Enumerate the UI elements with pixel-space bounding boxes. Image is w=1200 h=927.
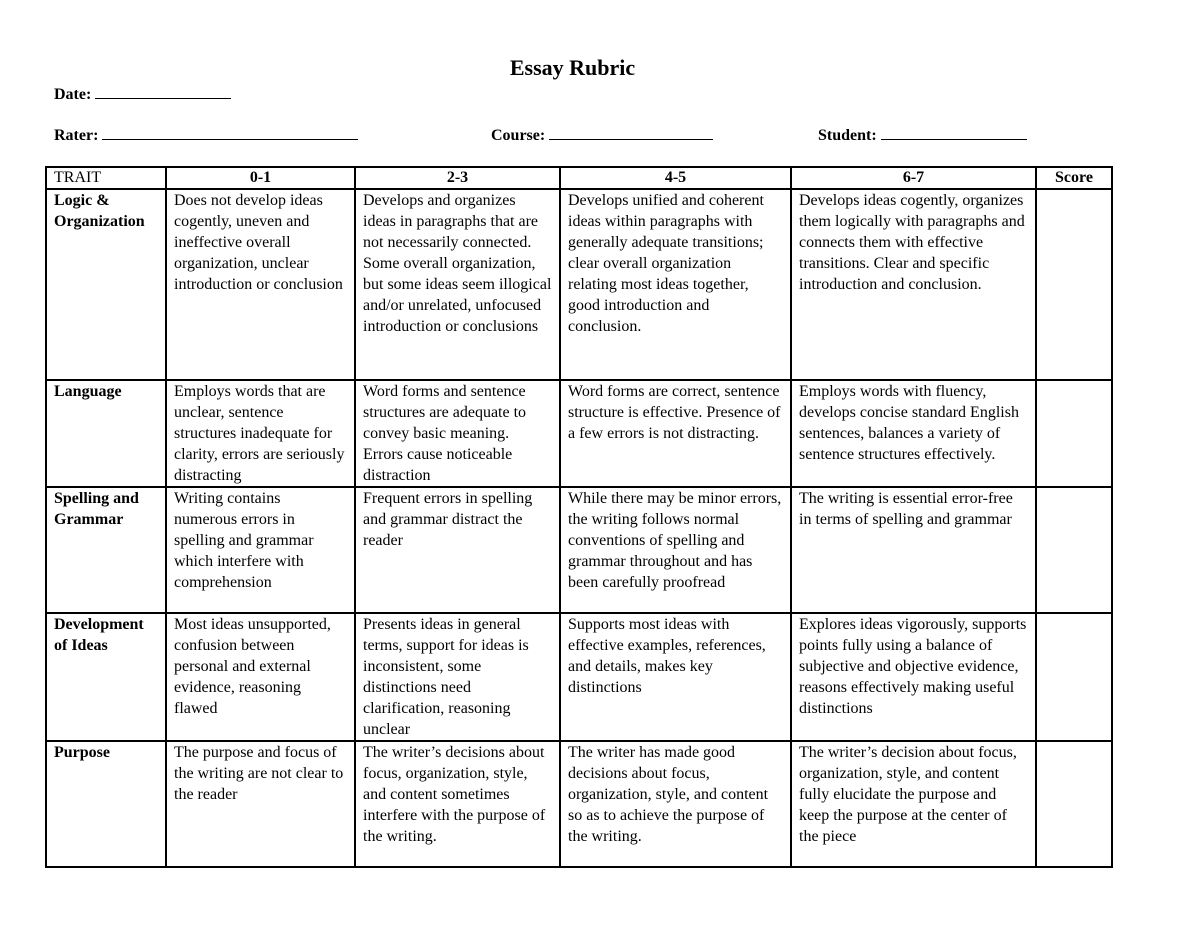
course-blank: [549, 125, 713, 140]
trait-cell: Language: [46, 380, 166, 487]
table-row: [46, 613, 1112, 741]
rubric-cell: The writer’s decisions about focus, organization, style, and content sometimes interfere with the purpose of the writing.: [355, 741, 560, 867]
table-row: [46, 741, 1112, 867]
header-score-2-3: 2-3: [355, 167, 560, 189]
rater-blank: [102, 125, 358, 140]
table-row: [46, 487, 1112, 613]
trait-cell: Spelling and Grammar: [46, 487, 166, 613]
rater-label: Rater:: [54, 127, 99, 144]
rater-field: [54, 125, 358, 145]
rubric-cell: Explores ideas vigorously, supports points fully using a balance of subjective and objective evidence, reasons effectively making useful distinctions: [791, 613, 1036, 741]
header-score-0-1: 0-1: [166, 167, 355, 189]
rubric-cell: Word forms are correct, sentence structure is effective. Presence of a few errors is not distracting.: [560, 380, 791, 487]
rubric-cell: Most ideas unsupported, confusion between personal and external evidence, reasoning flawed: [166, 613, 355, 741]
trait-cell: Development of Ideas: [46, 613, 166, 741]
student-field: [818, 125, 1027, 145]
score-cell[interactable]: [1036, 741, 1112, 867]
score-cell[interactable]: [1036, 380, 1112, 487]
rubric-cell: Presents ideas in general terms, support for ideas is inconsistent, some distinctions need clarification, reasoning unclear: [355, 613, 560, 741]
score-cell[interactable]: [1036, 613, 1112, 741]
header-score-4-5: 4-5: [560, 167, 791, 189]
rubric-cell: While there may be minor errors, the writing follows normal conventions of spelling and grammar throughout and has been carefully proofread: [560, 487, 791, 613]
rubric-cell: The writer’s decision about focus, organization, style, and content fully elucidate the purpose and keep the purpose at the center of the piece: [791, 741, 1036, 867]
date-label: Date:: [54, 86, 92, 103]
rubric-cell: The writing is essential error-free in terms of spelling and grammar: [791, 487, 1036, 613]
trait-cell: Purpose: [46, 741, 166, 867]
rubric-cell: The writer has made good decisions about focus, organization, style, and content so as to achieve the purpose of the writing.: [560, 741, 791, 867]
header-score-6-7: 6-7: [791, 167, 1036, 189]
rubric-cell: Supports most ideas with effective examples, references, and details, makes key distinctions: [560, 613, 791, 741]
table-row: [46, 189, 1112, 380]
header-score: Score: [1036, 167, 1112, 189]
score-cell[interactable]: [1036, 189, 1112, 380]
rubric-cell: Employs words with fluency, develops concise standard English sentences, balances a variety of sentence structures effectively.: [791, 380, 1036, 487]
rubric-cell: Writing contains numerous errors in spelling and grammar which interfere with comprehension: [166, 487, 355, 613]
rubric-cell: Develops and organizes ideas in paragraphs that are not necessarily connected. Some overall organization, but some ideas seem illogical and/or unrelated, unfocused introduction or conclusions: [355, 189, 560, 380]
trait-cell: Logic & Organization: [46, 189, 166, 380]
header-trait: TRAIT: [46, 167, 166, 189]
table-row: [46, 380, 1112, 487]
rubric-cell: Does not develop ideas cogently, uneven and ineffective overall organization, unclear introduction or conclusion: [166, 189, 355, 380]
rubric-cell: Develops unified and coherent ideas within paragraphs with generally adequate transitions; clear overall organization relating most ideas together, good introduction and conclusion.: [560, 189, 791, 380]
header-row: [46, 167, 1112, 189]
rubric-cell: The purpose and focus of the writing are not clear to the reader: [166, 741, 355, 867]
rubric-cell: Frequent errors in spelling and grammar distract the reader: [355, 487, 560, 613]
rubric-cell: Employs words that are unclear, sentence structures inadequate for clarity, errors are seriously distracting: [166, 380, 355, 487]
student-label: Student:: [818, 127, 877, 144]
course-field: [491, 125, 713, 145]
rubric-cell: Develops ideas cogently, organizes them logically with paragraphs and connects them with effective transitions. Clear and specific introduction and conclusion.: [791, 189, 1036, 380]
score-cell[interactable]: [1036, 487, 1112, 613]
page-title: Essay Rubric: [509, 55, 636, 80]
course-label: Course:: [491, 127, 546, 144]
rubric-table: [45, 166, 1113, 868]
date-blank: [95, 84, 231, 99]
date-field: [54, 84, 231, 104]
student-blank: [881, 125, 1027, 140]
rubric-cell: Word forms and sentence structures are adequate to convey basic meaning. Errors cause noticeable distraction: [355, 380, 560, 487]
